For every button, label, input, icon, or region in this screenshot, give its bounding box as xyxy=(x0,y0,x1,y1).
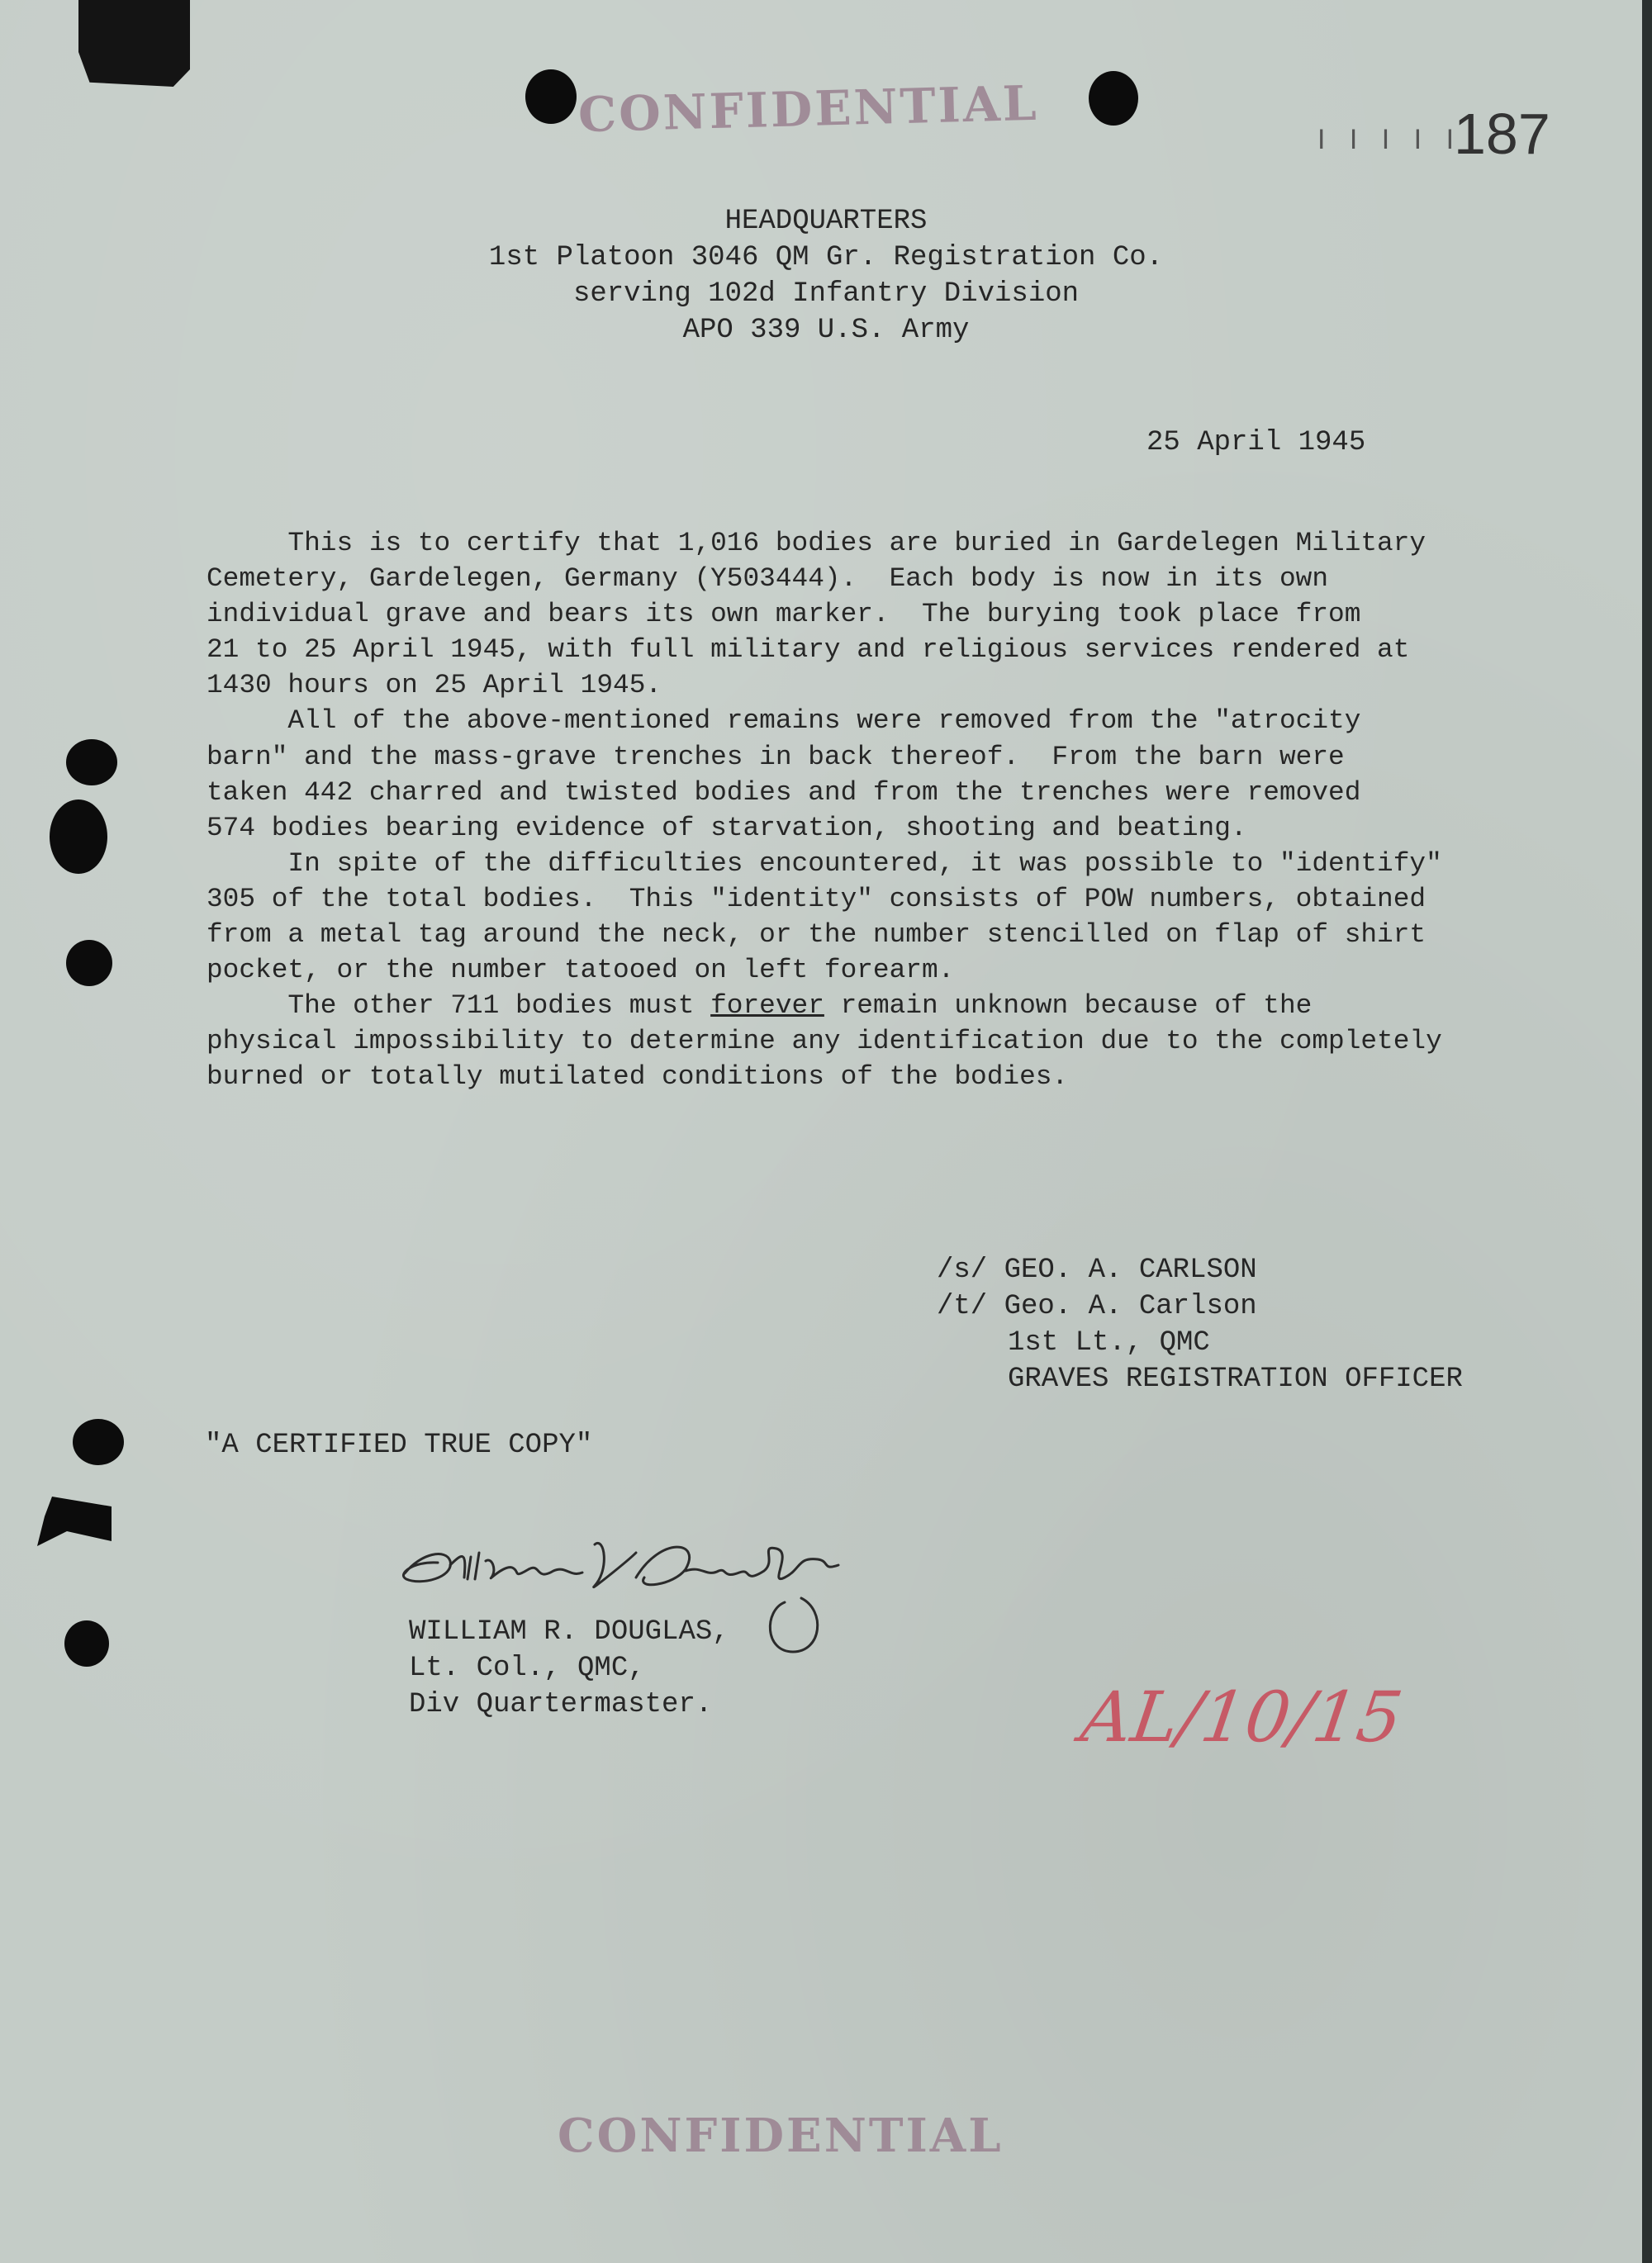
signatory-typed-line: /t/ Geo. A. Carlson xyxy=(937,1291,1257,1322)
underlined-word: forever xyxy=(710,990,824,1022)
certifier-name: WILLIAM R. DOUGLAS, xyxy=(409,1616,729,1648)
body-line: pocket, or the number tatooed on left forearm. xyxy=(206,955,955,986)
signatory-rank: 1st Lt., QMC xyxy=(1008,1327,1210,1359)
certifier-title: Div Quartermaster. xyxy=(409,1689,713,1720)
body-line: All of the above-mentioned remains were removed from the "atrocity xyxy=(206,705,1361,737)
confidential-stamp-bottom: CONFIDENTIAL xyxy=(558,2109,1004,2163)
confidential-stamp-top: CONFIDENTIAL xyxy=(577,74,1040,144)
document-date: 25 April 1945 xyxy=(1146,427,1366,458)
header-unit: 1st Platoon 3046 QM Gr. Registration Co. xyxy=(488,242,1164,273)
signatory-title: GRAVES REGISTRATION OFFICER xyxy=(1008,1364,1463,1395)
certifier-rank: Lt. Col., QMC, xyxy=(409,1653,645,1684)
header-serving: serving 102d Infantry Division xyxy=(572,278,1080,310)
folio-number: 187 xyxy=(1454,102,1550,166)
header-headquarters: HEADQUARTERS xyxy=(724,206,928,237)
body-line: 305 of the total bodies. This "identity" consists of POW numbers, obtained xyxy=(206,883,1427,914)
body-line: barn" and the mass-grave trenches in back thereof. From the barn were xyxy=(206,741,1345,772)
punch-hole xyxy=(50,799,107,874)
punch-hole xyxy=(1089,71,1138,126)
body-line: individual grave and bears its own marker. The burying took place from xyxy=(206,599,1361,630)
body-line: The other 711 bodies must xyxy=(206,990,711,1022)
body-line: from a metal tag around the neck, or the number stencilled on flap of shirt xyxy=(206,919,1427,951)
body-line: 21 to 25 April 1945, with full military and religious services rendered at xyxy=(206,634,1410,666)
body-line: physical impossibility to determine any identification due to the completely xyxy=(206,1026,1442,1057)
body-line: burned or totally mutilated conditions of the bodies. xyxy=(206,1061,1069,1093)
punch-hole xyxy=(73,1419,124,1465)
body-line: taken 442 charred and twisted bodies and from the trenches were removed xyxy=(206,776,1361,808)
body-line: remain unknown because of the xyxy=(824,990,1313,1022)
body-line: Cemetery, Gardelegen, Germany (Y503444). Each body is now in its own xyxy=(206,563,1329,595)
punch-hole xyxy=(66,940,112,986)
document-body xyxy=(206,525,1442,1095)
handwritten-archive-note: AL/10/15 xyxy=(1076,1677,1408,1758)
folio-ticks: I I I I I xyxy=(1317,124,1463,155)
body-line: This is to certify that 1,016 bodies are buried in Gardelegen Military xyxy=(206,528,1427,558)
torn-corner xyxy=(78,0,190,87)
signatory-signed-line: /s/ GEO. A. CARLSON xyxy=(937,1255,1257,1286)
punch-hole xyxy=(525,69,577,124)
body-line: 574 bodies bearing evidence of starvation, shooting and beating. xyxy=(206,812,1247,843)
paper-tear xyxy=(37,1497,112,1546)
body-line: In spite of the difficulties encountered, it was possible to "identify" xyxy=(206,847,1442,879)
punch-hole xyxy=(64,1620,109,1667)
certified-true-copy: "A CERTIFIED TRUE COPY" xyxy=(205,1430,593,1461)
body-line: 1430 hours on 25 April 1945. xyxy=(206,670,662,701)
punch-hole xyxy=(66,739,117,785)
header-apo: APO 339 U.S. Army xyxy=(682,315,970,346)
